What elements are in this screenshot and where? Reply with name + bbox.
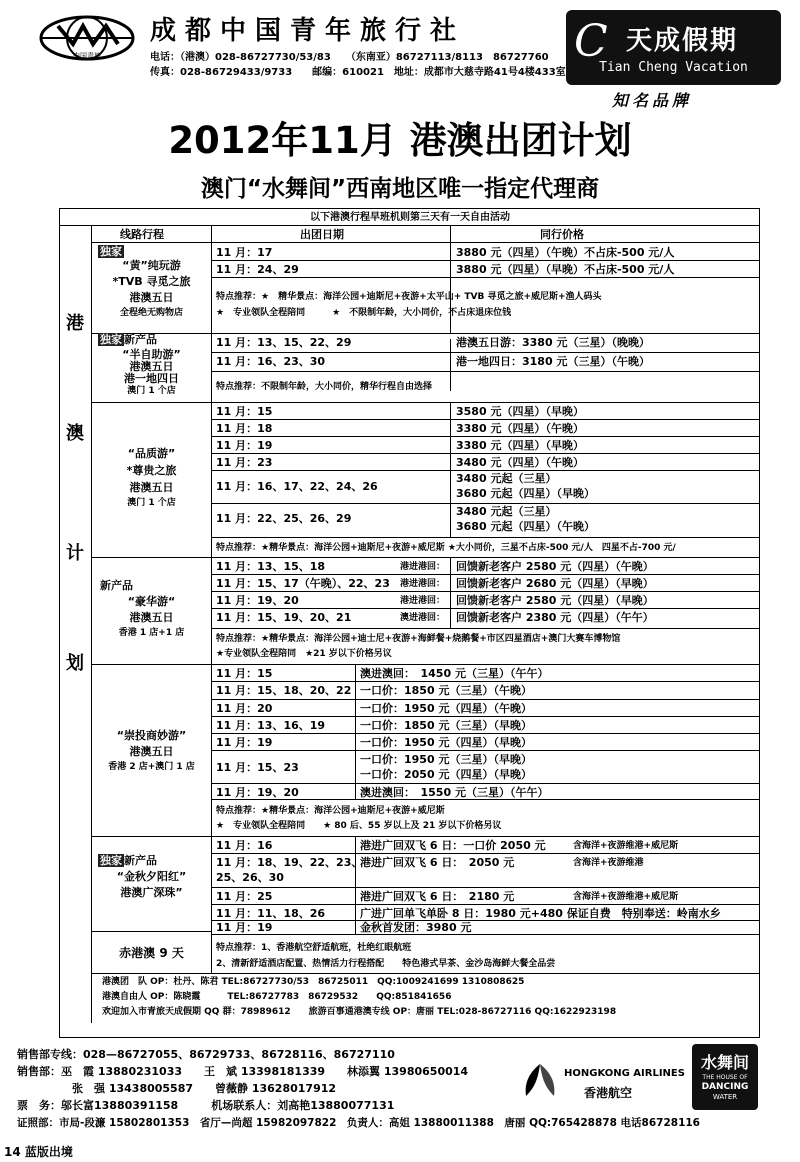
dancing-water-logo [692,1044,758,1110]
s5-price-4: 一口价：1850 元（三星）（早晚） [360,719,532,732]
dw-en-3: WATER [712,1093,738,1101]
s4-price-3: 回馈新老客户 2580 元（四星）（早晚） [456,594,654,607]
s3-name1: “品质游” [127,447,176,460]
visa-dept: 证照部：市局-段濂 15802801353 省厅—尚超 15982097822 负责人：高姐 13880011388 唐丽 QQ:765428878 电话86728116 [17,1117,700,1129]
airline-cn: 香港航空 [584,1086,633,1100]
s4-feature-2: ★专业领队全程陪同 ★21 岁以下价格另议 [216,649,392,659]
s3-date-6: 11 月：22、25、26、29 [216,512,352,525]
s4-type-2: 港进港回： [400,579,446,589]
s1-date-1: 11 月：17 [216,246,273,259]
s4-type-4: 澳进港回： [400,613,446,623]
s4-price-1: 回馈新老客户 2580 元（四星）（午晚） [456,560,654,573]
s2-name5: 澳门 1 个店 [127,386,176,396]
brand-name-cn: 天成假期 [626,26,739,56]
s3-price-6a: 3480 元起（三星） [456,505,557,518]
contact-free: 港澳自由人 OP：陈晓霞 TEL:86727783 86729532 QQ:851841656 [102,992,452,1002]
s4-name3: 港澳五日 [129,611,174,624]
s5-date-6: 11 月：15、23 [216,761,299,774]
s2-feature: 特点推荐：不限制年龄，大小同价，精华行程自由选择 [216,382,433,392]
s2-name3: 港澳五日 [129,360,174,373]
table-notice: 以下港澳行程早班机则第三天有一天自由活动 [310,212,510,223]
side-label-1: 港 [66,313,84,334]
s5-name1: “崇投商妙游” [116,729,187,742]
s1-price-1: 3880 元（四星）（午晚）不占床-500 元/人 [456,246,675,259]
s4-name4: 香港 1 店+1 店 [118,628,185,638]
s2-date-2: 11 月：16、23、30 [216,355,326,368]
s6-note-3: 含海洋+夜游维港+威尼斯 [573,892,679,902]
hongkong-airlines-logo-icon [520,1062,560,1098]
s3-price-2: 3380 元（四星）（午晚） [456,422,584,435]
s5-date-4: 11 月：13、16、19 [216,719,326,732]
s2-date-1: 11 月：13、15、22、29 [216,336,352,349]
s2-name2: “半自助游” [122,348,181,361]
col-date-header: 出团日期 [300,228,344,241]
s2-price-2: 港一地四日：3180 元（三星）（午晚） [456,355,650,368]
s5-date-1: 11 月：15 [216,667,273,680]
contact-group: 港澳团 队 OP：杜丹、陈君 TEL:86727730/53 86725011 QQ:1009241699 1310808625 [102,977,525,987]
s5-price-2: 一口价：1850 元（三星）（午晚） [360,684,532,697]
sales-staff-1: 销售部：巫 霞 13880231033 王 斌 13398181339 林添翼 13980650014 [17,1065,469,1078]
s4-type-1: 港进港回： [400,562,446,572]
s5-date-7: 11 月：19、20 [216,786,299,799]
s5-feature-1: 特点推荐：★精华景点：海洋公园+迪斯尼+夜游+威尼斯 [216,806,445,816]
s5-price-5: 一口价：1950 元（四星）（早晚） [360,736,532,749]
fax-line: 传真：028-86729433/9733 邮编：610021 地址：成都市大慈寺路41号4楼433室 [150,67,566,78]
page-title: 2012年11月 港澳出团计划 [168,119,632,162]
s6-note-1: 含海洋+夜游维港+威尼斯 [573,841,679,851]
s1-feature-2: ★ 专业领队全程陪同 ★ 不限制年龄，大小同价，不占床退床位钱 [216,308,512,318]
s6-name2: “金秋夕阳红” [116,870,187,883]
s1-name2: *TVB 寻觅之旅 [112,275,191,288]
s7-feature-2: 2、清新舒适酒店配置、热情活力行程搭配 特色港式早茶、金沙岛海鲜大餐全品尝 [216,959,556,969]
s5-price-1: 澳进澳回： 1450 元（三星）（午午） [360,667,549,680]
logo-text: 中国青旅 [73,52,101,60]
page-subtitle: 澳门“水舞间”西南地区唯一指定代理商 [200,176,600,202]
side-label-4: 划 [66,653,84,674]
s6-date-5: 11 月：19 [216,921,273,934]
s4-price-4: 回馈新老客户 2380 元（四星）（午午） [456,611,654,624]
s3-name3: 港澳五日 [129,481,174,494]
phone-line: 电话：（港澳）028-86727730/53/83 （东南亚）86727113/8113 86727760 [150,52,549,63]
s6-price-5: 金秋首发团：3980 元 [360,921,472,934]
s4-date-2: 11 月：15、17（午晚）、22、23 [216,577,390,590]
s4-name2: “豪华游“ [127,595,176,608]
col-route-header: 线路行程 [120,228,164,241]
brand-c-logo-icon: C [574,16,608,67]
s6-date-2b: 25、26、30 [216,871,284,884]
s3-price-5b: 3680 元起（四星）（早晚） [456,487,595,500]
s7-feature-1: 特点推荐：1、香港航空舒适航班，杜绝红眼航班 [216,943,412,953]
s6-price-2: 港进广回双飞 6 日： 2050 元 [360,856,515,869]
s4-feature-1: 特点推荐：★精华景点：海洋公园+迪士尼+夜游+海鲜餐+烧鹅餐+市区四星酒店+澳门大赛车博物馆 [216,634,621,644]
s4-date-4: 11 月：15、19、20、21 [216,611,352,624]
s2-name1: 新产品 [124,333,157,346]
s6-price-1: 港进广回双飞 6 日：一口价 2050 元 [360,839,546,852]
s4-type-3: 港进港回： [400,596,446,606]
agency-name: 成都中国青年旅行社 [150,16,466,46]
s3-date-5: 11 月：16、17、22、24、26 [216,480,378,493]
cyts-logo-icon [38,14,136,62]
s3-price-4: 3480 元（四星）（午晚） [456,456,584,469]
s6-date-3: 11 月：25 [216,890,273,903]
s3-price-6b: 3680 元起（四星）（午晚） [456,520,595,533]
s5-price-7: 一口价：2050 元（四星）（早晚） [360,768,532,781]
s6-name1: 新产品 [124,854,157,867]
brand-name-en: Tian Cheng Vacation [599,60,748,75]
dw-en-1: THE HOUSE OF [702,1074,748,1081]
s1-tag: 独家 [100,245,122,258]
dw-en-2: DANCING [701,1082,749,1092]
s2-name4: 港一地四日 [124,372,179,385]
brand-tag: 知名品牌 [612,91,693,110]
s4-date-1: 11 月：13、15、18 [216,560,326,573]
s1-price-2: 3880 元（四星）（早晚）不占床-500 元/人 [456,263,675,276]
s6-price-4: 广进广回单飞单卧 8 日：1980 元+480 保证自费 特别奉送：岭南水乡 [360,907,721,920]
s5-price-8: 澳进澳回： 1550 元（三星）（午午） [360,786,549,799]
sales-hotline: 销售部专线：028—86727055、86729733、86728116、86727110 [17,1048,395,1061]
contact-qq: 欢迎加入市青旅天成假期 QQ 群：78989612 旅游百事通港澳专线 OP：唐丽 TEL:028-86727116 QQ:1622923198 [102,1007,617,1017]
s4-name1: 新产品 [100,579,133,592]
s3-date-2: 11 月：18 [216,422,273,435]
col-price-header: 同行价格 [540,228,584,241]
s3-name4: 澳门 1 个店 [127,498,176,508]
s6-note-2: 含海洋+夜游维港 [573,858,644,868]
s5-feature-2: ★ 专业领队全程陪同 ★ 80 后、55 岁以上及 21 岁以下价格另议 [216,821,502,831]
s5-date-3: 11 月：20 [216,702,273,715]
s5-date-2: 11 月：15、18、20、22 [216,684,352,697]
s3-date-4: 11 月：23 [216,456,273,469]
s4-price-2: 回馈新老客户 2680 元（四星）（早晚） [456,577,654,590]
s3-date-3: 11 月：19 [216,439,273,452]
s6-date-1: 11 月：16 [216,839,273,852]
s1-date-2: 11 月：24、29 [216,263,299,276]
s6-tag: 独家 [100,854,122,867]
s5-name3: 香港 2 店+澳门 1 店 [108,762,195,772]
s5-name2: 港澳五日 [129,745,174,758]
sales-staff-2: 张 强 13438005587 曾薇静 13628017912 [72,1082,337,1095]
airline-en: HONGKONG AIRLINES [564,1068,685,1079]
s6-date-2a: 11 月：18、19、22、23、 [216,856,363,869]
s2-price-1: 港澳五日游：3380 元（三星）（晚晚） [456,336,650,349]
s3-price-5a: 3480 元起（三星） [456,472,557,485]
dw-cn: 水舞间 [700,1053,749,1072]
ticketing: 票 务：邬长富13880391158 机场联系人：刘高艳13880077131 [17,1099,395,1112]
s2-tag: 独家 [100,333,122,346]
s3-date-1: 11 月：15 [216,405,273,418]
s6-name3: 港澳广深珠” [120,886,183,899]
s5-price-6: 一口价：1950 元（三星）（早晚） [360,753,532,766]
s3-price-1: 3580 元（四星）（早晚） [456,405,584,418]
s3-name2: *尊贵之旅 [126,464,177,477]
tour-table [59,208,760,1038]
page-footer: 14 蓝版出境 [4,1145,73,1159]
s6-date-4: 11 月：11、18、26 [216,907,326,920]
s1-name3: 港澳五日 [129,291,174,304]
s3-price-3: 3380 元（四星）（早晚） [456,439,584,452]
s1-feature-1: 特点推荐：★ 精华景点：海洋公园+迪斯尼+夜游+太平山+ TVB 寻觅之旅+威尼斯+渔人码头 [216,292,602,302]
s7-name: 赤港澳 9 天 [119,946,184,960]
side-label-3: 计 [66,543,84,564]
s3-feature: 特点推荐：★精华景点：海洋公园+迪斯尼+夜游+威尼斯 ★大小同价，三星不占床-500 元/人 四星不占-700 元/ [216,543,676,553]
s5-price-3: 一口价：1950 元（四星）（午晚） [360,702,532,715]
s4-date-3: 11 月：19、20 [216,594,299,607]
s1-name4: 全程绝无购物店 [119,308,183,318]
s1-name1: “黄”纯玩游 [122,259,181,272]
s6-price-3: 港进广回双飞 6 日： 2180 元 [360,890,515,903]
brand-box [566,10,781,85]
side-label-2: 澳 [66,423,84,444]
s5-date-5: 11 月：19 [216,736,273,749]
